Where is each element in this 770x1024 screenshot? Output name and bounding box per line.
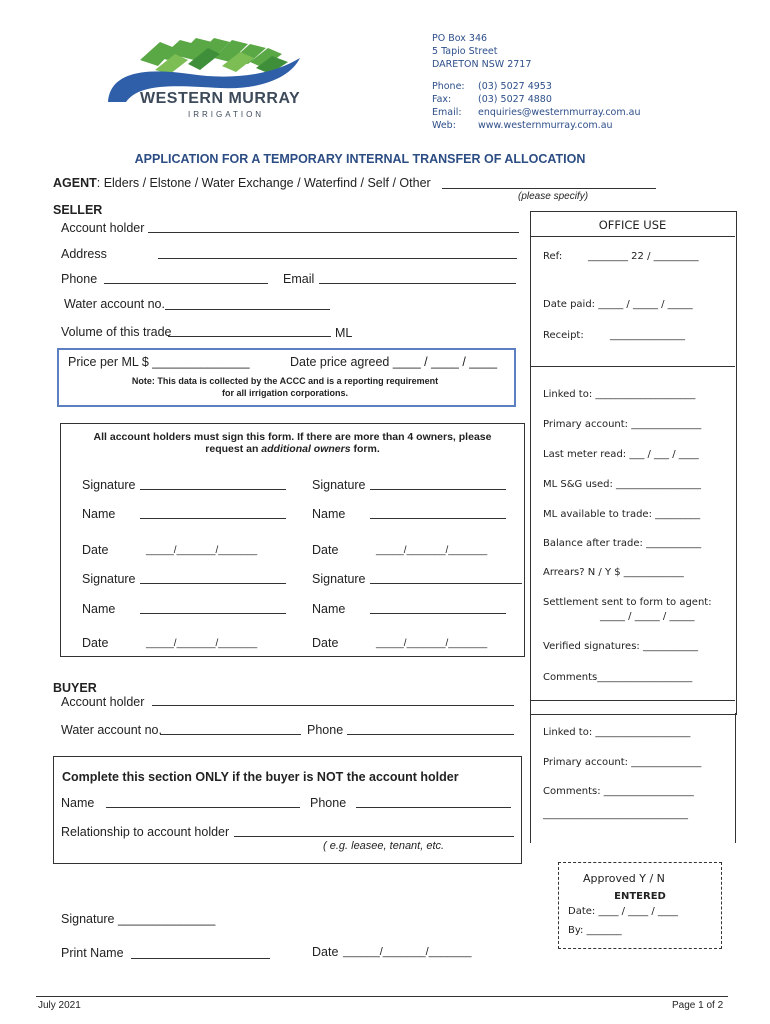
seller-phone-field[interactable] — [104, 283, 268, 284]
owner3-date-label: Date — [82, 636, 109, 650]
owner3-name-label: Name — [82, 602, 116, 616]
office-use-panel — [530, 211, 737, 715]
office-buyer-comments-field[interactable]: Comments: __________________ — [543, 786, 694, 797]
relationship-hint: ( e.g. leasee, tenant, etc. — [323, 840, 445, 852]
office-buyer-linked-field[interactable]: Linked to: ___________________ — [543, 727, 691, 738]
seller-email-field[interactable] — [319, 283, 516, 284]
email-link[interactable]: enquiries@westernmurray.com.au — [478, 107, 641, 118]
seller-account-holder-field[interactable] — [148, 232, 519, 233]
buyer-date-field[interactable]: ______/_______/_______ — [343, 946, 472, 958]
owner1-date-field[interactable]: _____/_______/_______ — [146, 545, 258, 556]
buyer-account-holder-label: Account holder — [61, 695, 145, 709]
logo-name: WESTERN MURRAY — [140, 90, 301, 107]
office-arrears-field[interactable]: Arrears? N / Y $ ____________ — [543, 567, 684, 578]
buyer-print-name-label: Print Name — [61, 946, 124, 960]
owner2-signature-field[interactable] — [370, 489, 506, 490]
buyer-signature-field[interactable]: Signature ______________ — [61, 912, 216, 926]
agent-hint: (please specify) — [518, 191, 589, 202]
owner1-signature-field[interactable] — [140, 489, 286, 490]
accc-note-line-1: Note: This data is collected by the ACCC and is a reporting requirement — [131, 376, 439, 386]
office-ml-available-field[interactable]: ML available to trade: _________ — [543, 509, 701, 520]
seller-account-holder-label: Account holder — [61, 221, 145, 235]
owner2-date-field[interactable]: _____/_______/_______ — [376, 545, 488, 556]
non-account-holder-title: Complete this section ONLY if the buyer is NOT the account holder — [62, 770, 459, 784]
seller-ml-unit: ML — [335, 326, 353, 340]
office-buyer-rule-top — [530, 700, 735, 701]
owner4-date-field[interactable]: _____/_______/_______ — [376, 638, 488, 649]
office-balance-field[interactable]: Balance after trade: ___________ — [543, 538, 702, 549]
office-settlement-field[interactable]: _____ / _____ / _____ — [600, 611, 695, 622]
owner2-name-field[interactable] — [370, 518, 506, 519]
seller-heading: SELLER — [53, 203, 103, 217]
owner2-signature-label: Signature — [312, 478, 366, 492]
agent-row — [53, 176, 431, 190]
phone-label: Phone: — [432, 81, 465, 92]
buyer-name-field[interactable] — [106, 807, 300, 808]
office-header-rule — [530, 236, 735, 237]
logo-subtitle: IRRIGATION — [188, 110, 265, 119]
office-buyer-comments-line[interactable]: _____________________________ — [543, 809, 688, 820]
office-primary-field[interactable]: Primary account: ______________ — [543, 419, 702, 430]
office-comments-field[interactable]: Comments___________________ — [543, 672, 693, 683]
seller-volume-field[interactable] — [168, 336, 331, 337]
buyer-account-holder-field[interactable] — [152, 705, 514, 706]
owner4-date-label: Date — [312, 636, 339, 650]
owner3-signature-label: Signature — [82, 572, 136, 586]
owner1-date-label: Date — [82, 543, 109, 557]
entered-by-field[interactable]: By: _______ — [568, 925, 622, 936]
date-price-agreed-field[interactable]: Date price agreed ____ / ____ / ____ — [290, 355, 498, 369]
form-title: APPLICATION FOR A TEMPORARY INTERNAL TRANSFER OF ALLOCATION — [134, 152, 586, 166]
office-use-heading: OFFICE USE — [598, 218, 667, 232]
company-logo — [100, 30, 310, 125]
office-mlsg-field[interactable]: ML S&G used: _________________ — [543, 479, 702, 490]
fax-label: Fax: — [432, 94, 452, 105]
buyer-phone2-field[interactable] — [356, 807, 511, 808]
fax-value: (03) 5027 4880 — [478, 94, 552, 105]
address-line-2: 5 Tapio Street — [432, 46, 498, 57]
seller-volume-label: Volume of this trade — [61, 325, 172, 339]
seller-water-account-field[interactable] — [165, 309, 330, 310]
web-link[interactable]: www.westernmurray.com.au — [478, 120, 613, 131]
office-receipt-field[interactable]: _______________ — [610, 330, 685, 341]
owner1-signature-label: Signature — [82, 478, 136, 492]
notice-emphasis: additional owners — [261, 443, 351, 455]
office-section-rule — [530, 366, 735, 367]
notice-suffix: form. — [350, 443, 380, 455]
owners-signature-box — [60, 423, 525, 657]
owner3-signature-field[interactable] — [140, 583, 286, 584]
office-settlement-label: Settlement sent to form to agent: — [543, 597, 712, 608]
relationship-field[interactable] — [234, 836, 514, 837]
owners-notice-line-1: All account holders must sign this form. If there are more than 4 owners, please — [93, 431, 492, 443]
agent-options: : Elders / Elstone / Water Exchange / Waterfind / Self / Other — [96, 176, 431, 190]
buyer-date-label: Date — [312, 945, 339, 959]
phone-value: (03) 5027 4953 — [478, 81, 552, 92]
buyer-name-label: Name — [61, 796, 95, 810]
office-buyer-right-rule — [735, 713, 736, 843]
office-verified-field[interactable]: Verified signatures: ___________ — [543, 641, 698, 652]
seller-address-field[interactable] — [158, 258, 517, 259]
buyer-phone-field[interactable] — [347, 734, 514, 735]
owner1-name-label: Name — [82, 507, 116, 521]
owner1-name-field[interactable] — [140, 518, 286, 519]
approved-field[interactable]: Approved Y / N — [583, 872, 665, 885]
agent-other-field[interactable] — [442, 188, 656, 189]
owner3-name-field[interactable] — [140, 613, 286, 614]
entered-label: ENTERED — [614, 891, 666, 902]
notice-prefix: request an — [205, 443, 262, 455]
office-last-meter-field[interactable]: Last meter read: ___ / ___ / ____ — [543, 449, 699, 460]
owners-notice-line-2 — [60, 443, 525, 455]
email-label: Email: — [432, 107, 462, 118]
office-ref-field[interactable]: ________ 22 / _________ — [588, 251, 699, 262]
owner4-signature-field[interactable] — [370, 583, 522, 584]
buyer-water-account-label: Water account no. — [61, 723, 162, 737]
buyer-phone-label: Phone — [307, 723, 344, 737]
seller-phone-label: Phone — [61, 272, 98, 286]
agent-label: AGENT — [53, 176, 97, 190]
seller-email-label: Email — [283, 272, 315, 286]
office-ref-label: Ref: — [543, 251, 563, 262]
footer-date: July 2021 — [38, 1000, 81, 1011]
seller-address-label: Address — [61, 247, 107, 261]
owner4-name-label: Name — [312, 602, 346, 616]
address-line-1: PO Box 346 — [432, 33, 488, 44]
buyer-heading: BUYER — [53, 681, 97, 695]
address-line-3: DARETON NSW 2717 — [432, 59, 532, 70]
office-receipt-label: Receipt: — [543, 330, 584, 341]
footer-rule — [36, 996, 728, 997]
seller-water-account-label: Water account no. — [64, 297, 165, 311]
office-date-paid-field[interactable]: Date paid: _____ / _____ / _____ — [543, 299, 693, 310]
office-linked-field[interactable]: Linked to: ____________________ — [543, 389, 696, 400]
owner4-name-field[interactable] — [370, 613, 506, 614]
owner2-name-label: Name — [312, 507, 346, 521]
entered-date-field[interactable]: Date: ____ / ____ / ____ — [568, 906, 678, 917]
footer-page: Page 1 of 2 — [672, 1000, 724, 1011]
office-buyer-primary-field[interactable]: Primary account: ______________ — [543, 757, 702, 768]
buyer-print-name-field[interactable] — [131, 958, 270, 959]
relationship-label: Relationship to account holder — [61, 825, 230, 839]
web-label: Web: — [432, 120, 456, 131]
price-per-ml-field[interactable]: Price per ML $ ______________ — [68, 355, 250, 369]
office-buyer-left-rule — [530, 713, 531, 843]
owner3-date-field[interactable]: _____/_______/_______ — [146, 638, 258, 649]
owner4-signature-label: Signature — [312, 572, 366, 586]
buyer-water-account-field[interactable] — [160, 734, 301, 735]
buyer-phone2-label: Phone — [310, 796, 347, 810]
accc-note-line-2: for all irrigation corporations. — [221, 388, 348, 398]
owner2-date-label: Date — [312, 543, 339, 557]
